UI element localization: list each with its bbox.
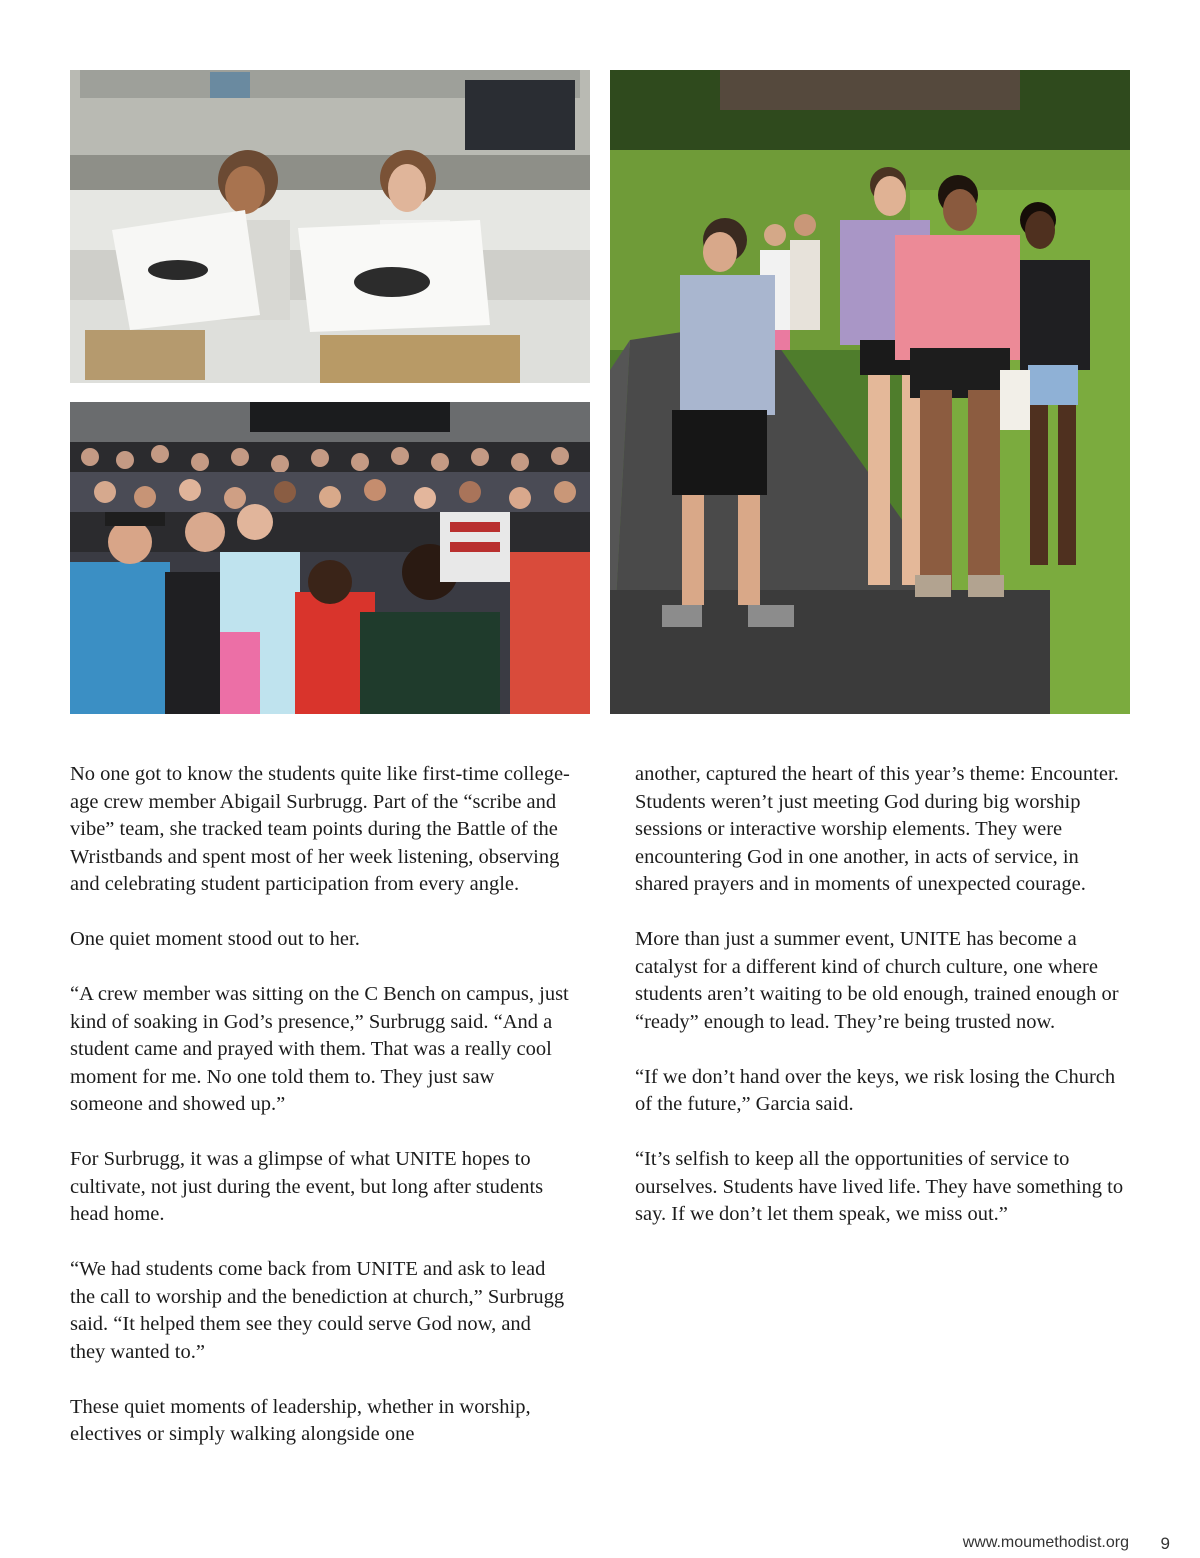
paragraph: another, captured the heart of this year’s theme: Encounter. Students weren’t just meeting God during big worship sessions or interactive worship elements. They were encountering God in one another, in acts of service, in shared prayers and in moments of unexpected courage.: [635, 763, 1119, 895]
paragraph: For Surbrugg, it was a glimpse of what UNITE hopes to cultivate, not just during the event, but long after students head home.: [70, 1148, 544, 1225]
paragraph: One quiet moment stood out to her.: [70, 928, 360, 950]
photo-students-auditorium: [70, 402, 590, 714]
photo-students-walking-path: [610, 70, 1130, 714]
article-left-column: [70, 761, 570, 1476]
paragraph: “If we don’t hand over the keys, we risk losing the Church of the future,” Garcia said.: [635, 1065, 1116, 1115]
article-right-column: [635, 761, 1135, 1256]
page-number: 9: [1160, 1534, 1170, 1553]
paragraph: “A crew member was sitting on the C Bench on campus, just kind of soaking in God’s presence,” Surbrugg said. “And a student came and prayed with them. That was a really cool moment for me. No one told them to. They just saw someone and showed up.”: [70, 983, 569, 1115]
paragraph: These quiet moments of leadership, whether in worship, electives or simply walking alongside one: [70, 1395, 531, 1445]
paragraph: “We had students come back from UNITE and ask to lead the call to worship and the benediction at church,” Surbrugg said. “It helped them see they could serve God now, and they wanted to.”: [70, 1258, 565, 1363]
paragraph: No one got to know the students quite like first-time college-age crew member Abigail Surbrugg. Part of the “scribe and vibe” team, she tracked team points during the Battle of the Wristbands and spent most of her week listening, observing and celebrating student participation from every angle.: [70, 763, 570, 895]
photo-students-fish-prints: [70, 70, 590, 383]
paragraph: More than just a summer event, UNITE has become a catalyst for a different kind of church culture, one where students aren’t waiting to be old enough, trained enough or “ready” enough to lead. They’re being trusted now.: [635, 928, 1119, 1033]
footer-website-url: www.moumethodist.org: [962, 1534, 1129, 1551]
paragraph: “It’s selfish to keep all the opportunities of service to ourselves. Students have lived life. They have something to say. If we don’t let them speak, we miss out.”: [635, 1148, 1124, 1225]
